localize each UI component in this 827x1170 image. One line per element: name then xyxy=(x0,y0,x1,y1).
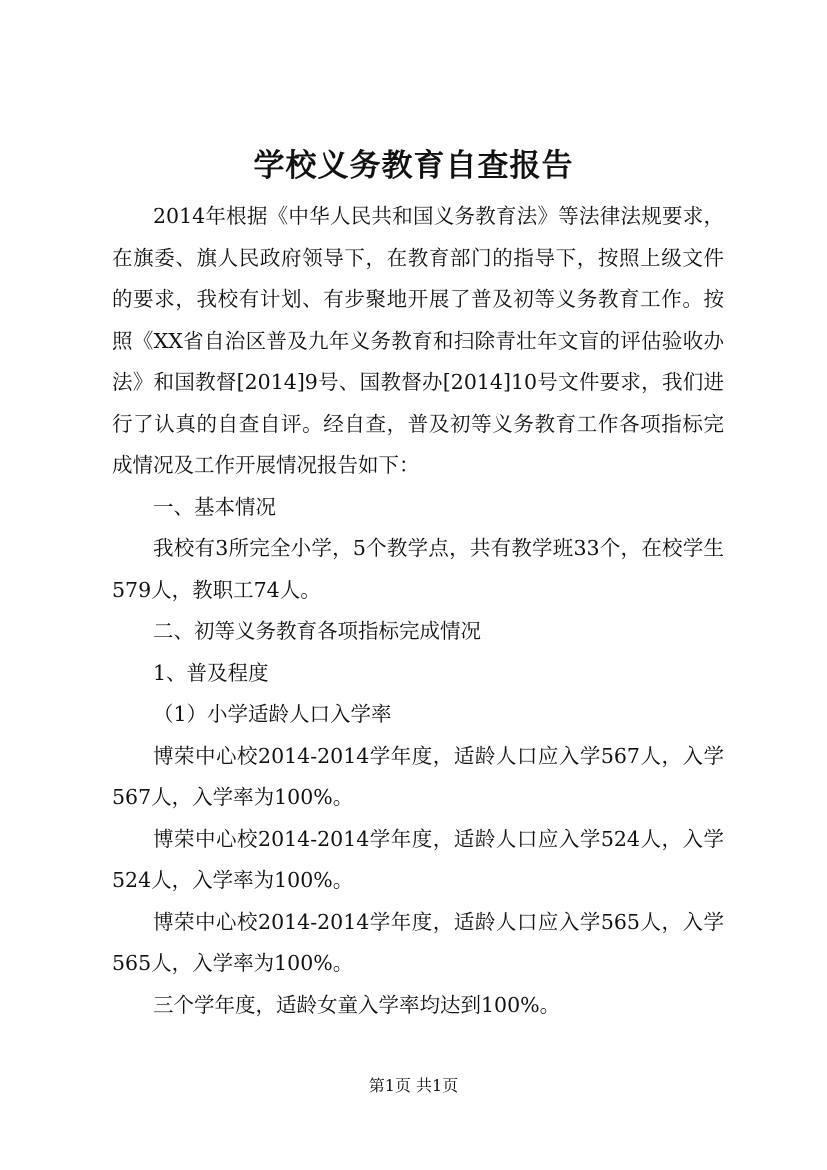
document-title: 学校义务教育自查报告 xyxy=(253,148,574,184)
paragraph-enrollment-year-2: 博荣中心校2014-2014学年度，适龄人口应入学524人，入学524人，入学率为100%。 xyxy=(112,826,724,892)
document-body xyxy=(112,196,724,1026)
section-heading-indicators: 二、初等义务教育各项指标完成情况 xyxy=(153,619,481,643)
page-footer: 第1页 共1页 xyxy=(368,1076,459,1095)
paragraph-girls-enrollment: 三个学年度，适龄女童入学率均达到100%。 xyxy=(153,992,561,1017)
paragraph-enrollment-year-1: 博荣中心校2014-2014学年度，适龄人口应入学567人，入学567人，入学率为100%。 xyxy=(112,743,724,809)
subsection-heading-coverage: 1、普及程度 xyxy=(153,660,269,685)
paragraph-basic-info: 我校有3所完全小学，5个教学点，共有教学班33个，在校学生579人，教职工74人。 xyxy=(112,536,724,602)
paragraph-enrollment-year-3: 博荣中心校2014-2014学年度，适龄人口应入学565人，入学565人，入学率为100%。 xyxy=(112,909,724,975)
paragraph-intro: 2014年根据《中华人民共和国义务教育法》等法律法规要求，在旗委、旗人民政府领导下，在教育部门的指导下，按照上级文件的要求，我校有计划、有步聚地开展了普及初等义务教育工作。按照《XX省自治区普及九年义务教育和扫除青壮年文盲的评估验收办法》和国教督[2014]9号、国教督办[2014]10号文件要求，我们进行了认真的自查自评。经自查，普及初等义务教育工作各项指标完成情况及工作开展情况报告如下： xyxy=(112,204,724,477)
subsection-heading-enrollment-rate: （1）小学适龄人口入学率 xyxy=(153,702,392,726)
section-heading-basic-info: 一、基本情况 xyxy=(153,494,276,519)
